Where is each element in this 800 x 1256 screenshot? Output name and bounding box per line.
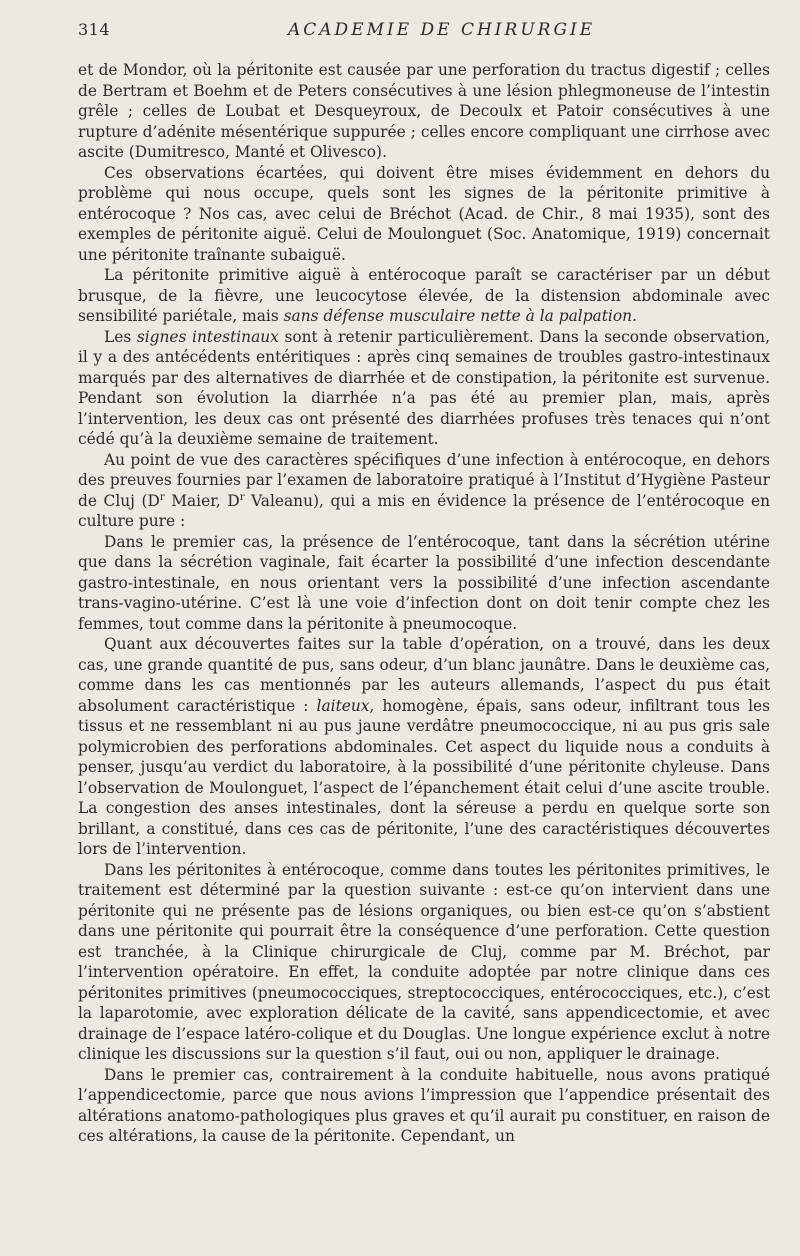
paragraph-7-text-a: Quant aux découvertes faites sur la table d’opération, on a trouvé, dans les deux cas, une grande quantité de pus, sans odeur, d’un blanc jaunâtre. Dans le deuxième cas, comme dans les cas mentionnés par les auteurs allemands, l’aspect du pus était absolument caractéristique : xyxy=(78,635,770,715)
running-head: ACADEMIE DE CHIRURGIE xyxy=(288,20,596,40)
paragraph-5-superscript-1: r xyxy=(159,491,165,503)
paragraph-3 xyxy=(78,265,770,327)
paragraph-4 xyxy=(78,327,770,450)
paragraph-5-text-a: Au point de vue des caractères spécifiques d’une infection à entérocoque, en dehors des preuves fournies par l’examen de laboratoire pratiqué à l’Institut d’Hygiène Pasteur de Cluj (D xyxy=(78,450,770,510)
paragraph-3-emphasis: sans défense musculaire nette à la palpation. xyxy=(283,307,637,325)
paragraph-5-superscript-2: r xyxy=(239,491,245,503)
paragraph-2: Ces observations écartées, qui doivent être mises évidemment en dehors du problème qui nous occupe, quels sont les signes de la péritonite primitive à entérocoque ? Nos cas, avec celui de Bréchot (Acad. de Chir., 8 mai 1935), sont des exemples de péritonite aiguë. Celui de Moulonguet (Soc. Anatomique, 1919) concernait une péritonite traînante subaiguë. xyxy=(78,163,770,264)
paragraph-7-emphasis: laiteux xyxy=(316,696,370,715)
paragraph-4-text-a: Les xyxy=(104,327,137,346)
paragraph-5 xyxy=(78,450,770,532)
paragraph-9: Dans le premier cas, contrairement à la conduite habituelle, nous avons pratiqué l’appendicectomie, parce que nous avions l’impression que l’appendice présentait des altérations anatomo-pathologiques plus graves et qu’il aurait pu constituer, en raison de ces altérations, la cause de la péritonite. Cependant, un xyxy=(78,1065,770,1145)
paragraph-4-text-b: sont à retenir particulièrement. Dans la seconde observation, il y a des antécédents entéritiques : après cinq semaines de troubles gastro-intestinaux marqués par des alternatives de diarrhée et de constipation, la péritonite est survenue. Pendant son évolution la diarrhée n’a pas été au premier plan, mais, après l’intervention, les deux cas ont présenté des diarrhées profuses très tenaces qui n’ont cédé qu’à la deuxième semaine de traitement. xyxy=(78,327,770,448)
paragraph-6: Dans le premier cas, la présence de l’entérocoque, tant dans la sécrétion utérine que dans la sécrétion vaginale, fait écarter la possibilité d’une infection descendante gastro-intestinale, en nous orientant vers la possibilité d’une infection ascendante trans-vagino-utérine. C’est là une voie d’infection dont on doit tenir compte chez les femmes, tout comme dans la péritonite à pneumocoque. xyxy=(78,532,770,633)
paragraph-7 xyxy=(78,634,770,860)
paragraph-5-text-c: Valeanu), qui a mis en évidence la présence de l’entérocoque en culture pure : xyxy=(78,491,770,530)
body-text xyxy=(78,60,770,1147)
paragraph-7-text-b: , homogène, épais, sans odeur, infiltrant tous les tissus et ne ressemblant ni au pus jaune verdâtre pneumococcique, ni au pus gris sale polymicrobien des perforations abdominales. Cet aspect du liquide nous a conduits à penser, jusqu’au verdict du laboratoire, à la possibilité d’une péritonite chyleuse. Dans l’observation de Moulonguet, l’aspect de l’épanchement était celui d’une ascite trouble. La congestion des anses intestinales, dont la séreuse a perdu en quelque sorte son brillant, a constitué, dans ces cas de péritonite, l’une des caractéristiques découvertes lors de l’intervention. xyxy=(78,696,770,858)
paragraph-3-text: La péritonite primitive aiguë à entérocoque paraît se caractériser par un début brusque, de la fièvre, une leucocytose élevée, de la distension abdominale avec sensibilité pariétale, mais xyxy=(78,266,770,325)
paragraph-1: et de Mondor, où la péritonite est causée par une perforation du tractus digestif ; celles de Bertram et Boehm et de Peters consécutives à une lésion phlegmoneuse de l’intestin grêle ; celles de Loubat et Desqueyroux, de Decoulx et Patoir consécutives à une rupture d’adénite mésentérique suppurée ; celles encore compliquant une cirrhose avec ascite (Dumitresco, Manté et Olivesco). xyxy=(78,61,770,161)
page-number: 314 xyxy=(78,20,111,39)
page-header xyxy=(78,20,770,60)
paragraph-5-text-b: Maier, D xyxy=(164,491,240,510)
paragraph-4-emphasis: signes intestinaux xyxy=(136,327,279,346)
paragraph-8: Dans les péritonites à entérocoque, comme dans toutes les péritonites primitives, le traitement est déterminé par la question suivante : est-ce qu’on intervient dans une péritonite qui ne présente pas de lésions organiques, ou bien est-ce qu’on s’abstient dans une péritonite qui pourrait être la conséquence d’une perforation. Cette question est tranchée, à la Clinique chirurgicale de Cluj, comme par M. Bréchot, par l’intervention opératoire. En effet, la conduite adoptée par notre clinique dans ces péritonites primitives (pneumococciques, streptococciques, entérococciques, etc.), c’est la laparotomie, avec exploration délicate de la cavité, sans appendicectomie, et avec drainage de l’espace latéro-colique et du Douglas. Une longue expérience exclut à notre clinique les discussions sur la question s’il faut, oui ou non, appliquer le drainage. xyxy=(78,860,770,1063)
